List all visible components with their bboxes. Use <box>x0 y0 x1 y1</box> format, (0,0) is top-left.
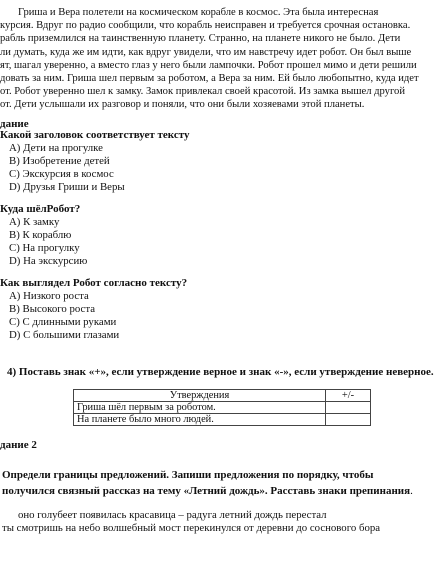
task-2-instruction <box>2 468 373 483</box>
sign-cell[interactable] <box>326 414 371 426</box>
instruction-line-1: Определи границы предложений. Запиши предложения по порядку, чтобы <box>2 469 374 481</box>
story-line: Гриша и Вера полетели на космическом корабле в космос. Эта была интересная <box>18 7 379 18</box>
answer-option[interactable]: B) Высокого роста <box>9 303 95 315</box>
story-line: ли думать, куда же им идти, как вдруг увидели, что им навстречу идет робот. Он был выше <box>0 46 412 58</box>
table-header-sign: +/- <box>326 390 371 402</box>
task-heading: дание <box>0 118 29 130</box>
task-2-instruction-2 <box>2 484 413 499</box>
answer-option[interactable]: C) Экскурсия в космос <box>9 168 114 180</box>
story-line: довать за ним. Гриша шел первым за роботом, а Вера за ним. Ей было любопытно, куда идет <box>0 73 419 85</box>
table-row <box>74 402 371 414</box>
statement-cell: На планете было много людей. <box>74 414 326 426</box>
answer-option[interactable]: D) С большими глазами <box>9 329 120 341</box>
question-1: Какой заголовок соответствует тексту <box>0 129 190 141</box>
story-line: рабль приземлился на таинственную планету. Странно, на планете никого не было. Дети <box>0 33 401 45</box>
story-line: ят, шагал уверенно, а вместо глаз у него были лампочки. Робот прошел мимо и дети решили <box>0 59 417 71</box>
statements-table <box>73 389 371 426</box>
answer-option[interactable]: A) Низкого роста <box>9 290 89 302</box>
answer-option[interactable]: D) Друзья Гриши и Веры <box>9 181 125 193</box>
answer-option[interactable]: C) С длинными руками <box>9 316 117 328</box>
sign-cell[interactable] <box>326 402 371 414</box>
exercise-text-line-2: ты смотришь на небо волшебный мост перекинулся от деревни до соснового бора <box>2 522 381 534</box>
instruction-dot: . <box>410 485 413 497</box>
table-header-statements: Утверждения <box>74 390 326 402</box>
story-paragraph <box>0 6 437 112</box>
answer-option[interactable]: A) Дети на прогулке <box>9 142 103 154</box>
exercise-text-line-1: оно голубеет появилась красавица – радуга летний дождь перестал <box>18 509 327 521</box>
question-3: Как выглядел Робот согласно тексту? <box>0 277 188 289</box>
story-line: от. Дети услышали их разговор и поняли, что они были хозяевами этой планеты. <box>0 99 365 111</box>
answer-option[interactable]: B) К кораблю <box>9 229 72 241</box>
question-4: 4) Поставь знак «+», если утверждение верное и знак «-», если утверждение неверное. <box>7 366 434 378</box>
answer-option[interactable]: C) На прогулку <box>9 242 80 254</box>
story-line: курсия. Вдруг по радио сообщили, что корабль неисправен и требуется срочная остановка. <box>0 20 411 32</box>
statement-cell: Гриша шёл первым за роботом. <box>74 402 326 414</box>
table-row <box>74 414 371 426</box>
answer-option[interactable]: B) Изобретение детей <box>9 155 110 167</box>
story-line: от. Робот уверенно шел к замку. Замок привлекал своей красотой. Из замка вышел другой <box>0 86 406 98</box>
table-header-row <box>74 390 371 402</box>
answer-option[interactable]: D) На экскурсию <box>9 255 88 267</box>
answer-option[interactable]: A) К замку <box>9 216 60 228</box>
instruction-line-2: получился связный рассказ на тему «Летний дождь». Расставь знаки препинания <box>2 485 411 497</box>
task-2-heading: дание 2 <box>0 439 37 451</box>
question-2: Куда шёлРобот? <box>0 203 81 215</box>
